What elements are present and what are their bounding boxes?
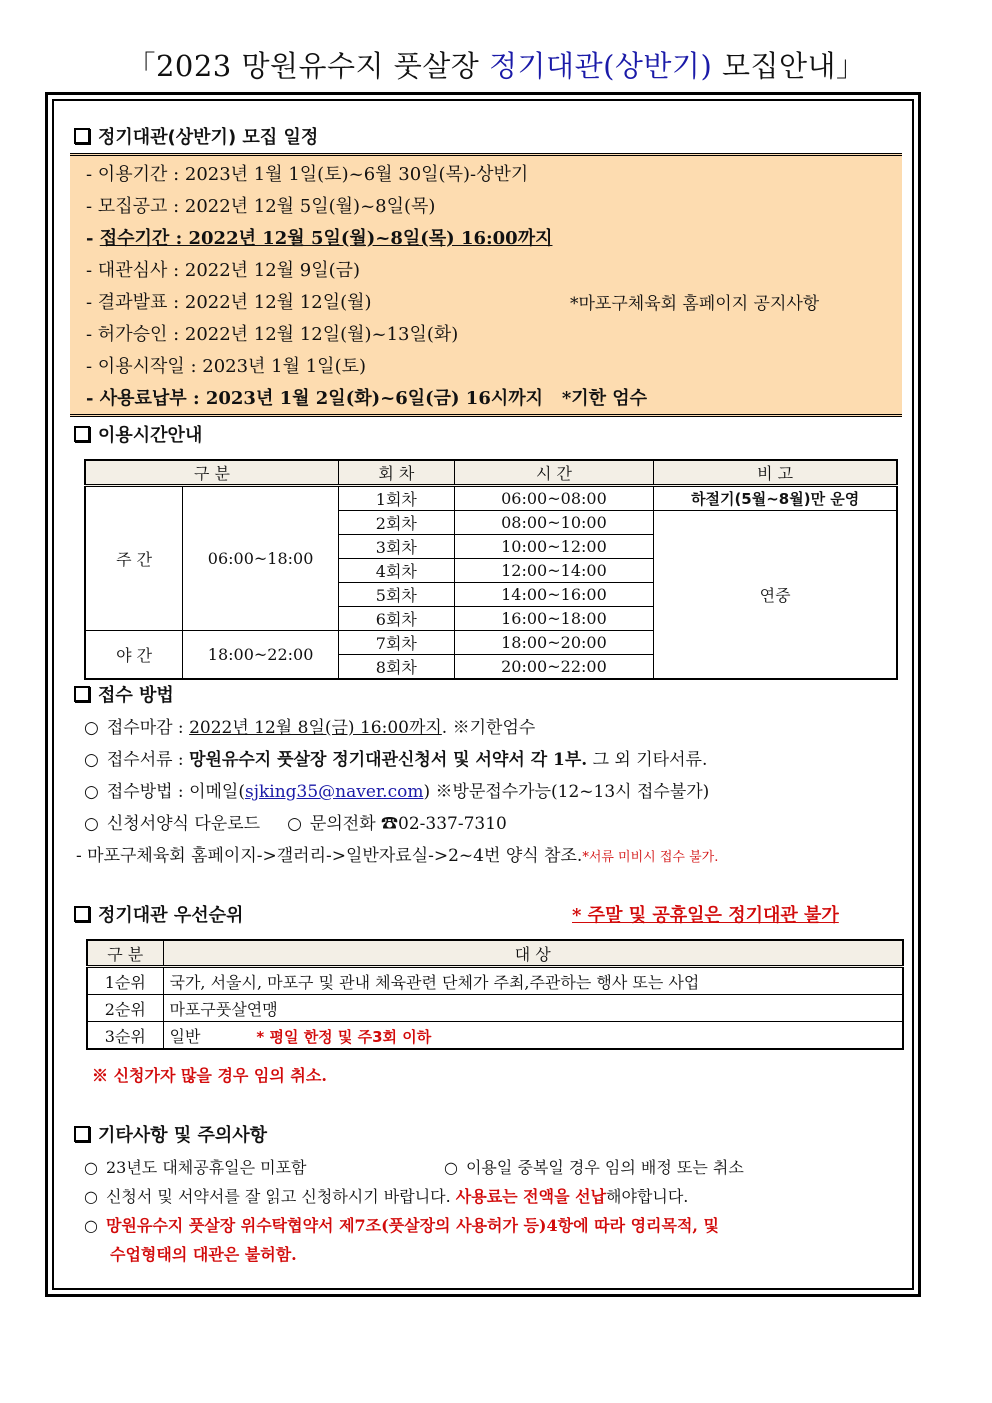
section-heading-text: 이용시간안내: [98, 425, 203, 446]
checkbox-square-icon: [74, 906, 90, 922]
circle-bullet-icon: ○: [84, 718, 99, 738]
header-category: 구 분: [87, 940, 163, 967]
documents-note: 그 외 기타서류.: [587, 750, 708, 770]
checkbox-square-icon: [74, 686, 90, 702]
hours-table: [84, 459, 898, 680]
documents-line: [84, 745, 707, 770]
documents-value: 망원유수지 풋살장 정기대관신청서 및 서약서 각 1부.: [189, 750, 588, 770]
note-item: 해야합니다.: [606, 1187, 689, 1206]
prepay-note: 사용료는 전액을 선납: [455, 1187, 607, 1206]
note-line-2: [444, 1155, 744, 1178]
rank-cell: 3순위: [87, 1022, 163, 1050]
note-line-4: [84, 1213, 719, 1236]
title-highlight: 정기대관(상반기): [489, 49, 713, 83]
note-line-3: [84, 1184, 688, 1207]
header-category: 구 분: [85, 460, 339, 486]
schedule-box: [70, 153, 902, 417]
round-cell: 6회차: [339, 607, 455, 631]
note-year: 연중: [654, 511, 897, 680]
target-cell: 마포구풋살연맹: [163, 995, 903, 1022]
header-target: 대 상: [163, 940, 903, 967]
schedule-row: - 이용시작일 : 2023년 1월 1일(토): [86, 356, 367, 377]
night-label: 야 간: [85, 631, 183, 680]
section-heading-priority: [74, 901, 243, 927]
checkbox-square-icon: [74, 426, 90, 442]
note-item: 신청서 및 서약서를 잘 읽고 신청하시기 바랍니다.: [105, 1187, 456, 1206]
section-heading-text: 기타사항 및 주의사항: [98, 1125, 268, 1146]
table-header-row: [85, 460, 897, 486]
priority-table: [86, 939, 904, 1050]
phone-icon: ☎: [381, 814, 399, 834]
schedule-row: - 허가승인 : 2022년 12월 12일(월)~13일(화): [86, 324, 459, 345]
weekend-note: * 주말 및 공휴일은 정기대관 불가: [572, 905, 839, 926]
payment-period: - 사용료납부 : 2023년 1월 2일(화)~6일(금) 16시까지: [86, 388, 544, 409]
table-row: [85, 486, 897, 511]
circle-bullet-icon: ○: [84, 1187, 98, 1206]
round-cell: 8회차: [339, 655, 455, 680]
title-suffix: 모집안내: [712, 49, 837, 83]
header-time: 시 간: [454, 460, 654, 486]
round-cell: 4회차: [339, 559, 455, 583]
time-cell: 20:00~22:00: [454, 655, 654, 680]
cancel-note: ※ 신청가자 많을 경우 임의 취소.: [92, 1066, 327, 1085]
round-cell: 1회차: [339, 486, 455, 511]
note-item-red: 망원유수지 풋살장 위수탁협약서 제7조(풋살장의 사용허가 등)4항에 따라 영리목적, 및: [105, 1216, 720, 1235]
circle-bullet-icon: ○: [84, 1216, 98, 1235]
email-link[interactable]: sjking35@naver.com: [244, 782, 424, 802]
note-item: 23년도 대체공휴일은 미포함: [105, 1158, 307, 1177]
page-title: [0, 44, 992, 85]
rank-cell: 1순위: [87, 967, 163, 995]
header-note: 비 고: [654, 460, 897, 486]
round-cell: 7회차: [339, 631, 455, 655]
time-cell: 10:00~12:00: [454, 535, 654, 559]
circle-bullet-icon: ○: [84, 1158, 98, 1177]
note-summer: 하절기(5월~8월)만 운영: [654, 486, 897, 511]
section-heading-notes: [74, 1121, 267, 1147]
schedule-row-reception: [86, 224, 552, 250]
table-row: [87, 967, 903, 995]
section-heading-text: 접수 방법: [98, 685, 174, 706]
time-cell: 12:00~14:00: [454, 559, 654, 583]
documents-label: 접수서류 :: [106, 750, 190, 770]
target-cell: 국가, 서울시, 마포구 및 관내 체육관련 단체가 주최,주관하는 행사 또는 사업: [163, 967, 903, 995]
circle-bullet-icon: ○: [84, 750, 99, 770]
dash: -: [86, 228, 94, 249]
phone-label: 문의전화: [309, 814, 382, 834]
round-cell: 2회차: [339, 511, 455, 535]
phone-number: 02-337-7310: [398, 814, 507, 834]
path-line: [76, 841, 718, 866]
table-row: [87, 1022, 903, 1050]
schedule-row: - 결과발표 : 2022년 12월 12일(월): [86, 292, 372, 313]
target-cell-3: [163, 1022, 903, 1050]
section-heading-schedule: [74, 123, 318, 149]
download-line: [84, 809, 507, 834]
checkbox-square-icon: [74, 1126, 90, 1142]
day-label: 주 간: [85, 486, 183, 631]
reception-period: 접수기간 : 2022년 12월 5일(월)~8일(목) 16:00까지: [99, 228, 553, 249]
schedule-row: - 대관심사 : 2022년 12월 9일(금): [86, 260, 361, 281]
rank3-note: * 평일 한정 및 주3회 이하: [256, 1027, 432, 1046]
time-cell: 06:00~08:00: [454, 486, 654, 511]
deadline-note: . ※기한엄수: [441, 718, 536, 738]
section-heading-text: 정기대관 우선순위: [98, 905, 244, 926]
time-cell: 16:00~18:00: [454, 607, 654, 631]
night-range: 18:00~22:00: [183, 631, 339, 680]
deadline-value: 2022년 12월 8일(금) 16:00까지: [189, 718, 442, 738]
path-text: - 마포구체육회 홈페이지->갤러리->일반자료실->2~4번 양식 참조.: [76, 846, 583, 866]
note-line-1: [84, 1155, 307, 1178]
circle-bullet-icon: ○: [444, 1158, 458, 1177]
time-cell: 08:00~10:00: [454, 511, 654, 535]
section-heading-method: [74, 681, 174, 707]
schedule-row: - 모집공고 : 2022년 12월 5일(월)~8일(목): [86, 196, 436, 217]
circle-bullet-icon: ○: [84, 814, 99, 834]
section-heading-hours: [74, 421, 202, 447]
title-bracket-close: 」: [836, 49, 866, 83]
document-inner-frame: [52, 99, 914, 1290]
title-prefix: 2023 망원유수지 풋살장: [155, 49, 490, 83]
method-note: ) ※방문접수가능(12~13시 접수불가): [423, 782, 710, 802]
circle-bullet-icon: ○: [84, 782, 99, 802]
round-cell: 5회차: [339, 583, 455, 607]
deadline-label: 접수마감 :: [106, 718, 190, 738]
time-cell: 18:00~20:00: [454, 631, 654, 655]
result-note: *마포구체육회 홈페이지 공지사항: [570, 294, 820, 314]
note-line-5: 수업형태의 대관은 불허함.: [110, 1245, 297, 1264]
header-round: 회 차: [339, 460, 455, 486]
download-form-text[interactable]: 신청서양식 다운로드: [106, 814, 261, 834]
table-row: [87, 995, 903, 1022]
day-range: 06:00~18:00: [183, 486, 339, 631]
rank-cell: 2순위: [87, 995, 163, 1022]
title-bracket-open: 「: [126, 49, 156, 83]
schedule-row: - 이용기간 : 2023년 1월 1일(토)~6월 30일(목)-상반기: [86, 164, 529, 185]
note-item: 이용일 중복일 경우 임의 배정 또는 취소: [465, 1158, 744, 1177]
checkbox-square-icon: [74, 128, 90, 144]
schedule-row-payment: [86, 384, 647, 410]
path-note: *서류 미비시 접수 불가.: [582, 850, 719, 865]
circle-bullet-icon: ○: [287, 814, 302, 834]
method-line: [84, 777, 709, 802]
round-cell: 3회차: [339, 535, 455, 559]
section-heading-text: 정기대관(상반기) 모집 일정: [98, 127, 319, 148]
deadline-line: [84, 713, 535, 738]
time-cell: 14:00~16:00: [454, 583, 654, 607]
table-header-row: [87, 940, 903, 967]
method-label: 접수방법 : 이메일(: [106, 782, 245, 802]
payment-note: *기한 엄수: [561, 388, 648, 409]
document-frame: [45, 92, 921, 1297]
target-text: 일반: [169, 1026, 201, 1046]
